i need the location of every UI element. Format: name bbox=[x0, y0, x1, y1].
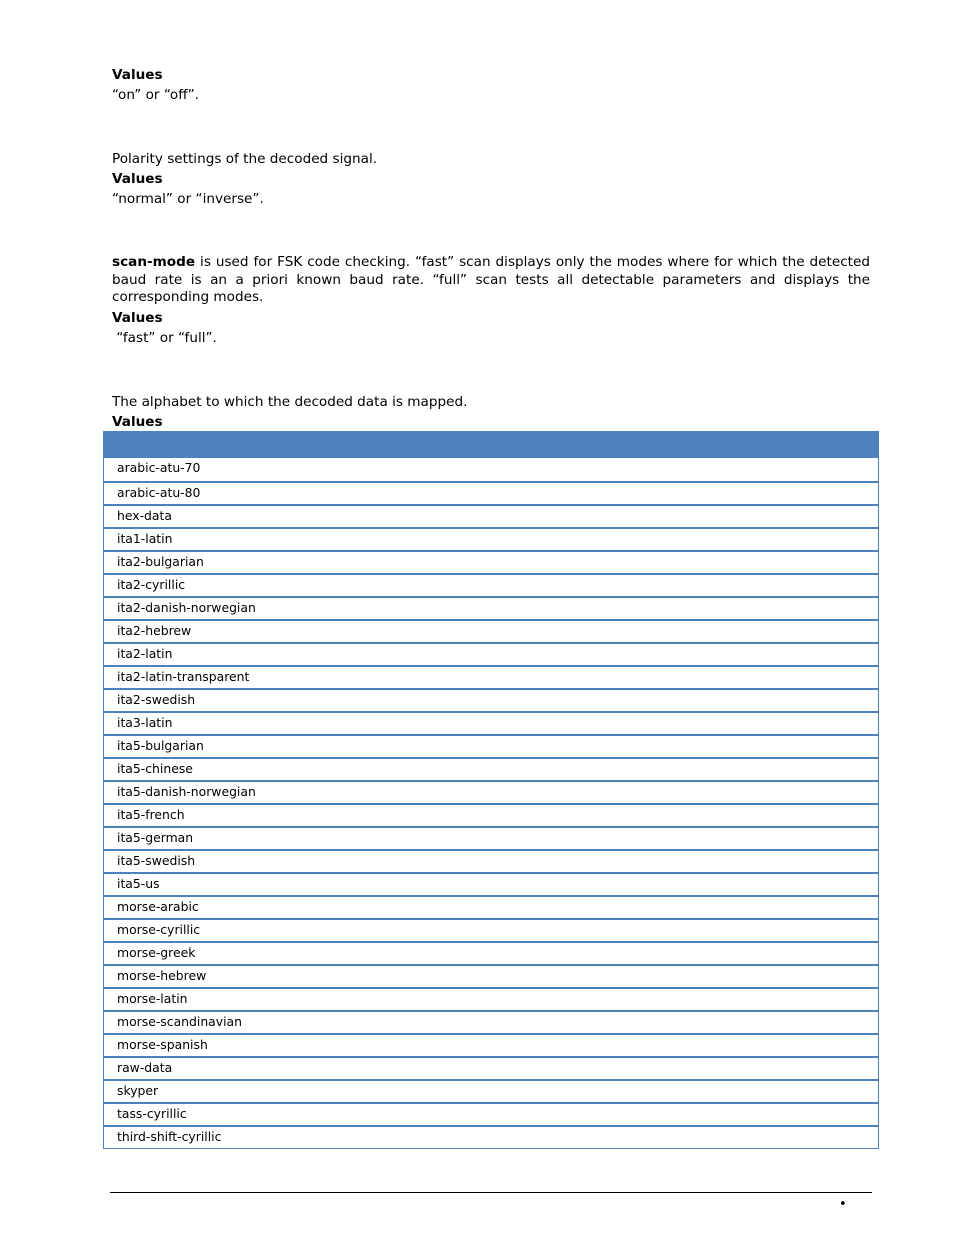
table-row: ita5-german bbox=[104, 826, 878, 849]
table-row: ita2-swedish bbox=[104, 688, 878, 711]
alphabet-table bbox=[103, 431, 879, 1149]
table-row: ita5-us bbox=[104, 872, 878, 895]
values-heading: Values bbox=[112, 414, 163, 430]
table-row: tass-cyrillic bbox=[104, 1102, 878, 1125]
values-heading: Values bbox=[112, 310, 163, 326]
table-row: ita5-chinese bbox=[104, 757, 878, 780]
table-row: skyper bbox=[104, 1079, 878, 1102]
table-row: hex-data bbox=[104, 504, 878, 527]
table-row: arabic-atu-80 bbox=[104, 481, 878, 504]
table-row: morse-hebrew bbox=[104, 964, 878, 987]
table-body bbox=[104, 458, 878, 1148]
values-heading: Values bbox=[112, 67, 163, 83]
scan-mode-term: scan-mode bbox=[112, 254, 196, 270]
table-row: morse-arabic bbox=[104, 895, 878, 918]
table-row: ita2-hebrew bbox=[104, 619, 878, 642]
table-row: morse-greek bbox=[104, 941, 878, 964]
footer-rule bbox=[110, 1192, 872, 1193]
footer-bullet: • bbox=[839, 1197, 847, 1212]
table-row: morse-scandinavian bbox=[104, 1010, 878, 1033]
scan-values-text: “fast” or “full”. bbox=[112, 330, 217, 346]
table-row: ita2-latin bbox=[104, 642, 878, 665]
table-row: morse-spanish bbox=[104, 1033, 878, 1056]
alphabet-description: The alphabet to which the decoded data is mapped. bbox=[112, 394, 468, 410]
values-heading: Values bbox=[112, 171, 163, 187]
table-row: ita3-latin bbox=[104, 711, 878, 734]
scan-mode-description bbox=[112, 254, 870, 307]
table-row: ita5-french bbox=[104, 803, 878, 826]
table-row: ita2-latin-transparent bbox=[104, 665, 878, 688]
polarity-description: Polarity settings of the decoded signal. bbox=[112, 151, 378, 167]
table-row: arabic-atu-70 bbox=[117, 460, 201, 475]
table-row: morse-latin bbox=[104, 987, 878, 1010]
onoff-values-text: “on” or “off”. bbox=[112, 87, 199, 103]
table-row: third-shift-cyrillic bbox=[104, 1125, 878, 1148]
table-row: raw-data bbox=[104, 1056, 878, 1079]
table-row: ita5-bulgarian bbox=[104, 734, 878, 757]
table-row: ita2-danish-norwegian bbox=[104, 596, 878, 619]
scan-mode-text: is used for FSK code checking. “fast” scan displays only the modes where for which the detected baud rate is an a priori known baud rate. “full” scan tests all detectable parameters and displays the corresponding modes. bbox=[112, 254, 870, 306]
table-row: ita5-danish-norwegian bbox=[104, 780, 878, 803]
table-row: morse-cyrillic bbox=[104, 918, 878, 941]
table-row: ita2-cyrillic bbox=[104, 573, 878, 596]
table-row: ita1-latin bbox=[104, 527, 878, 550]
table-row: ita2-bulgarian bbox=[104, 550, 878, 573]
table-header bbox=[104, 432, 878, 458]
table-row: ita5-swedish bbox=[104, 849, 878, 872]
polarity-values-text: “normal” or “inverse”. bbox=[112, 191, 264, 207]
